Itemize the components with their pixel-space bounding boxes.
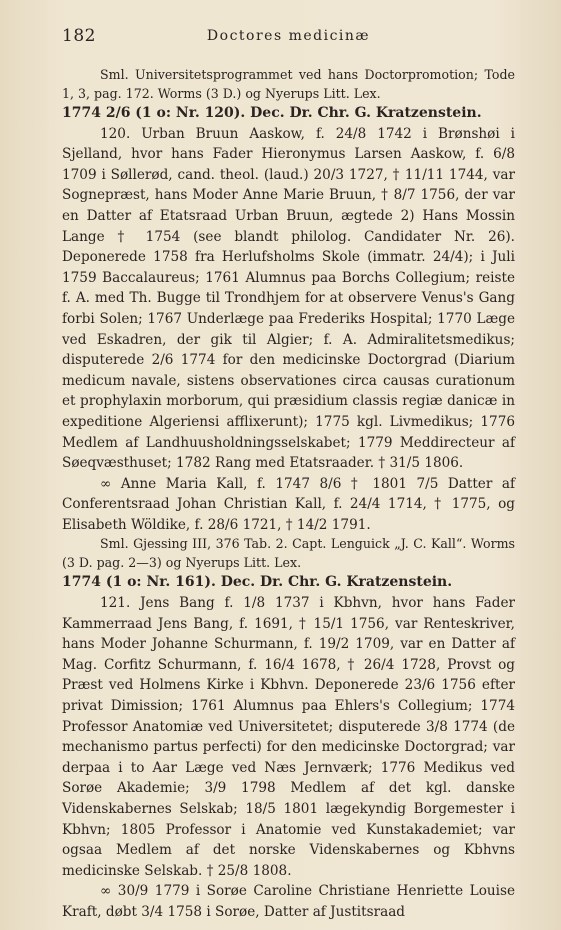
reference-note: Sml. Universitetsprogrammet ved hans Doctorpromotion; Tode 1, 3, pag. 172. Worms (3 D.) og Nyerups Litt. Lex. [62, 67, 515, 101]
entry-120: 120. Urban Bruun Aaskow, f. 24/8 1742 i Brønshøi i Sjelland, hvor hans Fader Hieronymus Larsen Aaskow, f. 6/8 1709 i Søllerød, cand. theol. (laud.) 20/3 1727, † 11/11 1744, var Sognepræst, hans Moder Anne Marie Bruun, † 8/7 1756, der var en Datter af Etatsraad Urban Bruun, ægtede 2) Hans Mossin Lange † 1754 (see blandt philolog. Candidater Nr. 26). Deponerede 1758 fra Herlufsholms Skole (immatr. 24/4); i Juli 1759 Baccalaureus; 1761 Alumnus paa Borchs Collegium; reiste f. A. med Th. Bugge til Trondhjem for at observere Venus's Gang forbi Solen; 1767 Underlæge paa Frederiks Hospital; 1770 Læge ved Eskadren, der gik til Algier; f. A. Admiralitetsmedikus; disputerede 2/6 1774 for den medicinske Doctorgrad (Diarium medicum navale, sistens observationes circa causas curationum et prophylaxin morborum, qui præsidium classis regiæ danicæ in expeditione Algeriensi afflixerunt); 1775 kgl. Livmedikus; 1776 Medlem af Landhuusholdningsselskabet; 1779 Meddirecteur af Søeqvæsthuset; 1782 Rang med Etatsraader. † 31/5 1806. [62, 125, 515, 472]
page-header [62, 26, 515, 48]
marriage-line: ∞ 30/9 1779 i Sorøe Caroline Christiane Henriette Louise Kraft, døbt 3/4 1758 i Sorøe, Datter af Justitsraad [62, 883, 515, 920]
marriage-line: ∞ Anne Maria Kall, f. 1747 8/6 † 1801 7/5 Datter af Conferentsraad Johan Christian Kall, f. 24/4 1714, † 1775, og Elisabeth Wöldike, f. 28/6 1721, † 14/2 1791. [62, 475, 515, 533]
main-text [62, 66, 515, 923]
entry-121: 121. Jens Bang f. 1/8 1737 i Kbhvn, hvor hans Fader Kammerraad Jens Bang, f. 1691, † 15/1 1756, var Renteskriver, hans Moder Johanne Schurmann, f. 19/2 1709, var en Datter af Mag. Corfitz Schurmann, f. 16/4 1678, † 26/4 1728, Provst og Præst ved Holmens Kirke i Kbhvn. Deponerede 23/6 1756 efter privat Dimission; 1761 Alumnus paa Ehlers's Collegium; 1774 Professor Anatomiæ ved Universitetet; disputerede 3/8 1774 (de mechanismo partus perfecti) for den medicinske Doctorgrad; var derpaa i to Aar Læge ved Næs Jernværk; 1776 Medikus ved Sorøe Akademie; 3/9 1798 Medlem af det kgl. danske Videnskabernes Selskab; 18/5 1801 lægekyndig Borgemester i Kbhvn; 1805 Professor i Anatomie ved Kunstakademiet; var ogsaa Medlem af det norske Videnskabernes og Kbhvns medicinske Selskab. † 25/8 1808. [62, 595, 515, 879]
reference-note: Sml. Gjessing III, 376 Tab. 2. Capt. Lenguick „J. C. Kall“. Worms (3 D. pag. 2—3) og Nyerups Litt. Lex. [62, 536, 515, 570]
running-title: Doctores medicinæ [206, 28, 371, 44]
entry-date-line: 1774 2/6 (1 o: Nr. 120). Dec. Dr. Chr. G. Kratzenstein. [62, 105, 482, 121]
entry-date-line: 1774 (1 o: Nr. 161). Dec. Dr. Chr. G. Kratzenstein. [62, 574, 453, 591]
page-number: 182 [62, 26, 96, 46]
